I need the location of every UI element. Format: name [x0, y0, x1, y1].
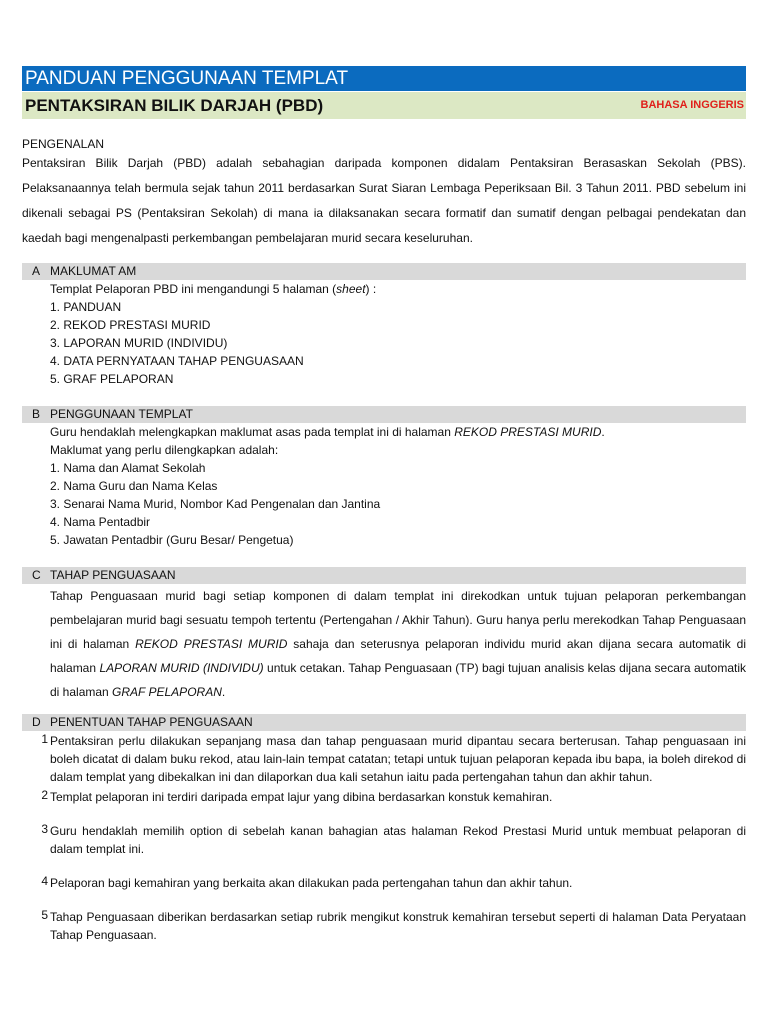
section-b-header	[22, 406, 746, 423]
section-letter: D	[32, 715, 41, 729]
list-item	[22, 908, 746, 944]
page-subtitle: PENTAKSIRAN BILIK DARJAH (PBD)	[25, 96, 324, 115]
list-item: 2. REKOD PRESTASI MURID	[50, 318, 211, 332]
list-item: 1. PANDUAN	[50, 300, 122, 314]
list-item	[22, 732, 746, 786]
page-title: PANDUAN PENGGUNAAN TEMPLAT	[22, 66, 746, 92]
list-item	[22, 788, 746, 806]
section-title: TAHAP PENGUASAAN	[50, 568, 176, 582]
section-letter: A	[32, 264, 41, 278]
list-item: 4. DATA PERNYATAAN TAHAP PENGUASAAN	[50, 354, 304, 368]
section-b-body	[22, 423, 746, 549]
section-b-instruction: Guru hendaklah melengkapkan maklumat asas pada templat ini di halaman REKOD PRESTASI MURID.	[50, 425, 605, 439]
section-title: MAKLUMAT AM	[50, 264, 137, 278]
intro-paragraph: Pentaksiran Bilik Darjah (PBD) adalah sebahagian daripada komponen didalam Pentaksiran Berasaskan Sekolah (PBS). Pelaksanaannya telah bermula sejak tahun 2011 berdasarkan Surat Siaran Lembaga Peperiksaan Bil. 3 Tahun 2011. PBD sebelum ini dikenali sebagai PS (Pentaksiran Sekolah) di mana ia dilaksanakan secara formatif dan sumatif dengan pelbagai pendekatan dan kaedah bagi mengenalpasti perkembangan pembelajaran murid secara keseluruhan.	[22, 156, 746, 245]
guide-sheet	[22, 66, 746, 944]
item-text: Guru hendaklah memilih option di sebelah kanan bahagian atas halaman Rekod Prestasi Murid untuk membuat pelaporan di dalam templat ini.	[50, 824, 746, 856]
section-letter: B	[32, 407, 41, 421]
item-text: Templat pelaporan ini terdiri daripada empat lajur yang dibina berdasarkan konstuk kemahiran.	[50, 790, 553, 804]
section-a-header	[22, 263, 746, 280]
item-number: 4	[41, 874, 48, 888]
section-title: PENGGUNAAN TEMPLAT	[50, 407, 193, 421]
list-item: 5. GRAF PELAPORAN	[50, 372, 174, 386]
section-c-header	[22, 567, 746, 584]
section-title: PENENTUAN TAHAP PENGUASAAN	[50, 715, 253, 729]
subtitle-bar	[22, 92, 746, 119]
intro-section	[22, 137, 746, 251]
list-item: 5. Jawatan Pentadbir (Guru Besar/ Pengetua)	[50, 533, 294, 547]
list-item: 1. Nama dan Alamat Sekolah	[50, 461, 206, 475]
item-number: 2	[41, 788, 48, 802]
list-item	[22, 822, 746, 858]
section-d-header	[22, 714, 746, 731]
section-letter: C	[32, 568, 41, 582]
section-c-paragraph: Tahap Penguasaan murid bagi setiap komponen di dalam templat ini direkodkan untuk tujuan pelaporan perkembangan pembelajaran murid bagi sesuatu tempoh tertentu (Pertengahan / Akhir Tahun). Guru hanya perlu merekodkan Tahap Penguasaan ini di halaman REKOD PRESTASI MURID sahaja dan seterusnya pelaporan individu murid akan dijana secara automatik di halaman LAPORAN MURID (INDIVIDU) untuk cetakan. Tahap Penguasaan (TP) bagi tujuan analisis kelas dijana secara automatik di halaman GRAF PELAPORAN.	[50, 589, 746, 699]
item-number: 1	[41, 732, 48, 746]
list-item	[22, 874, 746, 892]
item-number: 3	[41, 822, 48, 836]
list-item: 3. LAPORAN MURID (INDIVIDU)	[50, 336, 228, 350]
section-b-subheading: Maklumat yang perlu dilengkapkan adalah:	[50, 443, 279, 457]
list-item: 2. Nama Guru dan Nama Kelas	[50, 479, 218, 493]
item-text: Tahap Penguasaan diberikan berdasarkan setiap rubrik mengikut konstruk kemahiran tersebut seperti di halaman Data Peryataan Tahap Penguasaan.	[50, 910, 746, 942]
section-c-body	[22, 584, 746, 704]
list-item: 3. Senarai Nama Murid, Nombor Kad Pengenalan dan Jantina	[50, 497, 381, 511]
item-text: Pentaksiran perlu dilakukan sepanjang masa dan tahap penguasaan murid dipantau secara berterusan. Tahap penguasaan ini boleh dicatat di dalam buku rekod, atau lain-lain tempat catatan; tetapi untuk tujuan pelaporan kepada ibu bapa, ia boleh direkod di dalam templat yang dibekalkan ini dan dilaporkan dua kali setahun iaitu pada pertengahan tahun dan akhir tahun.	[50, 734, 746, 784]
section-d-list	[22, 732, 746, 944]
item-number: 5	[41, 908, 48, 922]
language-badge: BAHASA INGGERIS	[640, 99, 744, 111]
item-text: Pelaporan bagi kemahiran yang berkaita akan dilakukan pada pertengahan tahun dan akhir tahun.	[50, 876, 573, 890]
section-a-body	[22, 280, 746, 388]
intro-heading: PENGENALAN	[22, 137, 105, 151]
list-item: 4. Nama Pentadbir	[50, 515, 151, 529]
section-a-intro: Templat Pelaporan PBD ini mengandungi 5 halaman (sheet) :	[50, 282, 377, 296]
